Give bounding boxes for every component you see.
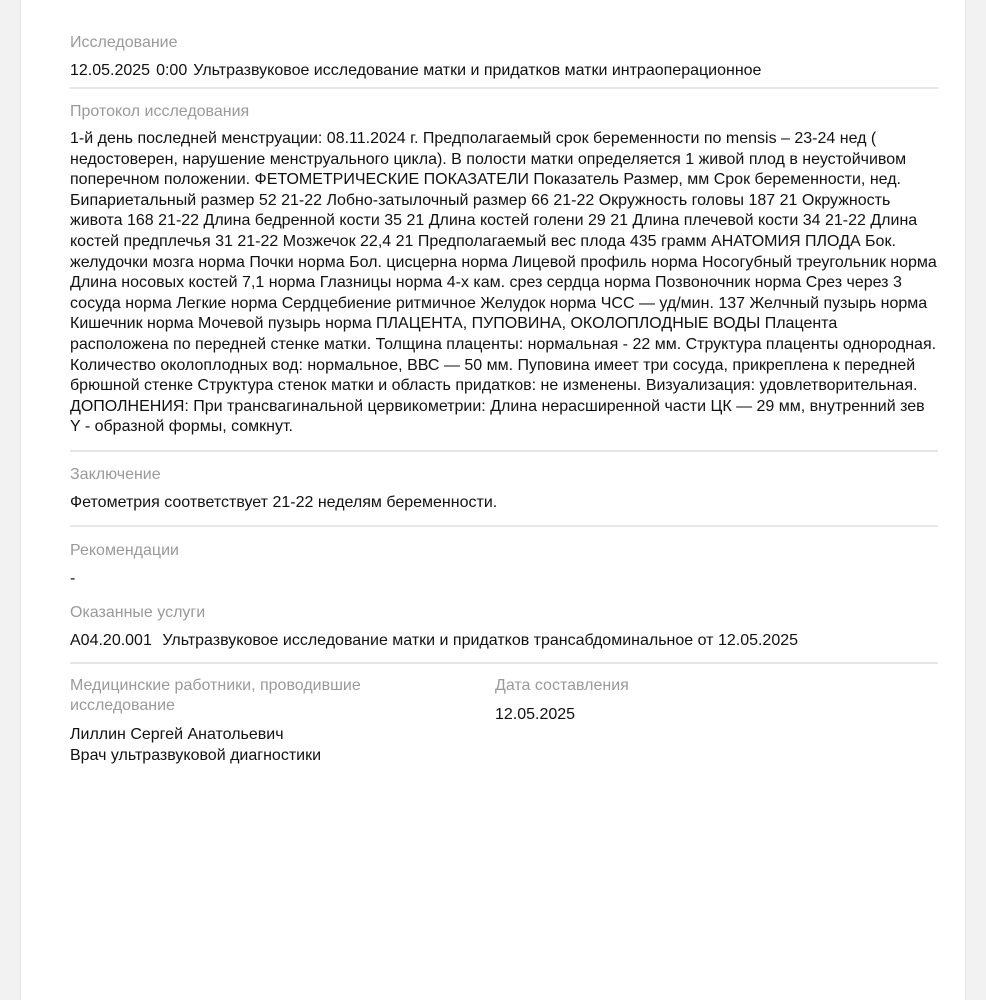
conclusion-label: Заключение <box>70 465 161 483</box>
compiled-column <box>495 676 895 766</box>
staff-info <box>70 724 495 766</box>
study-label: Исследование <box>70 34 178 51</box>
protocol-text: 1-й день последней менструации: 08.11.2024 г. Предполагаемый срок беременности по mensis – 23-24 нед ( недостоверен, нарушение менструального цикла). В полости матки определяется 1 живой плод в неустойчивом поперечном положении. ФЕТОМЕТРИЧЕСКИЕ ПОКАЗАТЕЛИ Показатель Размер, мм Срок беременности, нед. Бипариетальный размер 52 21-22 Лобно-затылочный размер 66 21-22 Окружность головы 187 21 Окружность живота 168 21-22 Длина бедренной кости 35 21 Длина костей голени 29 21 Длина плечевой кости 34 21-22 Длина костей предплечья 31 21-22 Мозжечок 22,4 21 Предполагаемый вес плода 435 грамм АНАТОМИЯ ПЛОДА Бок. желудочки мозга норма Почки норма Бол. цисцерна норма Лицевой профиль норма Носогубный треугольник норма Длина носовых костей 7,1 норма Глазницы норма 4-х кам. срез сердца норма Позвоночник норма Срез через 3 сосуда норма Легкие норма Сердцебиение ритмичное Желудок норма ЧСС — уд/мин. 137 Желчный пузырь норма Кишечник норма Мочевой пузырь норма ПЛАЦЕНТА, ПУПОВИНА, ОКОЛОПЛОДНЫЕ ВОДЫ Плацента расположена по передней стенке матки. Толщина плаценты: нормальная - 22 мм. Структура плаценты однородная. Количество околоплодных вод: нормальное, ВВС — 50 мм. Пуповина имеет три сосуда, прикреплена к передней брюшной стенке Структура стенок матки и область придатков: не изменены. Визуализация: удовлетворительная. ДОПОЛНЕНИЯ: При трансвагинальной цервикометрии: Длина нерасширенной части ЦК — 29 мм, внутренний зев Y - образной формы, сомкнут. <box>70 130 937 436</box>
study-value <box>70 61 938 82</box>
study-date: 12.05.2025 <box>70 62 151 79</box>
service-code: A04.20.001 <box>70 631 152 649</box>
conclusion-text: Фетометрия соответствует 21-22 неделям беременности. <box>70 493 498 511</box>
protocol-label: Протокол исследования <box>70 103 250 120</box>
compiled-date: 12.05.2025 <box>495 706 576 724</box>
compiled-label: Дата составления <box>495 677 629 695</box>
report-content <box>70 0 938 766</box>
conclusion-section <box>70 452 938 527</box>
footer-section <box>70 664 938 766</box>
staff-label: Медицинские работники, проводившие исследование <box>70 677 361 715</box>
protocol-section <box>70 89 938 452</box>
recommendations-text: - <box>70 569 76 587</box>
study-name: Ультразвуковое исследование матки и придатков матки интраоперационное <box>193 62 762 79</box>
study-time: 0:00 <box>156 62 188 79</box>
staff-position: Врач ультразвуковой диагностики <box>70 747 322 765</box>
service-name: Ультразвуковое исследование матки и придатков трансабдоминальное от 12.05.2025 <box>162 631 799 649</box>
services-label: Оказанные услуги <box>70 603 206 621</box>
staff-name: Лиллин Сергей Анатольевич <box>70 726 284 744</box>
document-page <box>20 0 966 1000</box>
services-value <box>70 631 938 652</box>
study-section <box>70 0 938 89</box>
services-section <box>70 603 938 665</box>
recommendations-label: Рекомендации <box>70 541 179 559</box>
recommendations-section <box>70 527 938 603</box>
staff-column <box>70 676 495 766</box>
